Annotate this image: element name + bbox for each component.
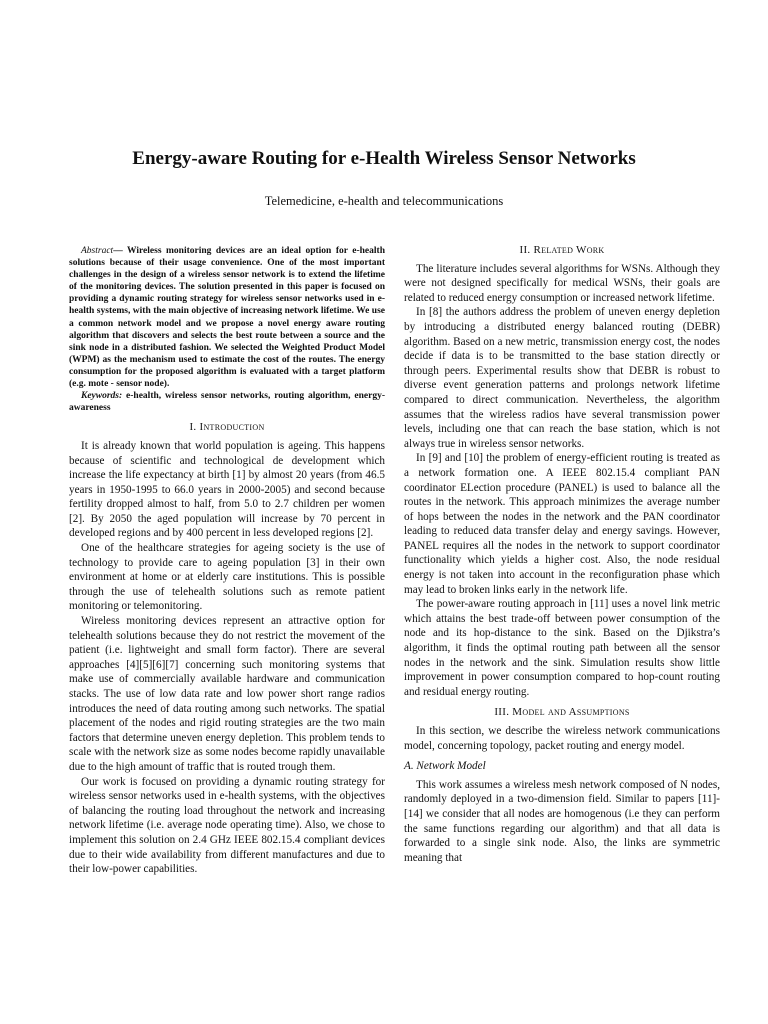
related-paragraph-3: In [9] and [10] the problem of energy-efficient routing is treated as a network formation one. A IEEE 802.15.4 compliant PAN coordinator ELection procedure (PANEL) is used to balance all the routes in the network. This approach minimizes the average number of hops between the nodes in the network and the PAN coordinator leading to reduced data transfer delay and energy savings. However, PANEL requires all the nodes in the network to support coordinator functionality which yields a higher cost. Also, the node residual energy is not taken into account in the reconfiguration phase which may lead to broken links early in the network life. — [404, 452, 720, 596]
intro-paragraph-1: It is already known that world population is ageing. This happens because of scientific and technological de development which increase the life expectancy at birth [1] by almost 20 years (from 46.5 years in 1950-1995 to 66.0 years in 2000-2005) and second because fertility dropped almost to half, from 5.0 to 2.7 children per women [2]. By 2050 the aged population will increase by 70 percent in developed regions and by 400 percent in less developed regions [2]. — [69, 439, 385, 540]
subsection-heading-network-model: A. Network Model — [404, 760, 486, 773]
related-paragraph-4: The power-aware routing approach in [11] uses a novel link metric which attains the best trade-off between power consumption of the node and its hop-distance to the sink. Based on the Djikstra’s algorithm, it finds the optimal routing path between all the sensor nodes in the network and the sink. Simulation results show little improvement in power consumption compared to hop-count routing and residual energy routing. — [404, 598, 720, 698]
abstract-text: Wireless monitoring devices are an ideal option for e-health solutions because of their usage convenience. One of the most important challenges in the design of a wireless sensor network is to extend the lifetime of the monitoring devices. The solution presented in this paper is focused on providing a dynamic routing strategy for wireless sensor networks used in e-health systems, with the main objective of increasing network lifetime. We use a common network model and we propose a novel energy aware routing algorithm that discovers and selects the best route between a source and the sink node in a distributed fashion. We selected the Weighted Product Model (WPM) as the mechanism used to estimate the cost of the routes. The energy consumption for the proposed algorithm is evaluated with a target platform (e.g. mote - sensor node). — [69, 246, 385, 390]
section-heading-related-work: II. Related Work — [519, 244, 605, 256]
abstract-paragraph — [69, 245, 385, 390]
keywords-text: e-health, wireless sensor networks, routing algorithm, energy-awareness — [69, 391, 385, 414]
intro-paragraph-2: One of the healthcare strategies for ageing society is the use of technology to provide care to ageing population [3] in their own environment at home or at elderly care institutions. This is possible through the use of telehealth solutions such as remote patient monitoring or telemonitoring. — [69, 542, 385, 613]
keywords-label: Keywords: — [81, 391, 123, 402]
right-column — [404, 243, 720, 865]
paper-title: Energy-aware Routing for e-Health Wireless Sensor Networks — [132, 148, 636, 169]
model-paragraph-2: This work assumes a wireless mesh network composed of N nodes, randomly deployed in a two-dimension field. Similar to papers [11]-[14] we consider that all nodes are homogenous (i.e they can perform the same functions regarding our algorithm) and that all data is forwarded to a single sink node. Also, the links are symmetric meaning that — [404, 778, 720, 864]
left-column — [69, 245, 385, 877]
abstract-label: Abstract — [81, 246, 114, 256]
abstract-dash: — — [113, 246, 128, 256]
section-heading-introduction: I. Introduction — [189, 421, 265, 434]
abstract-block — [69, 245, 385, 414]
author-line: Telemedicine, e-health and telecommunications — [264, 194, 504, 208]
related-paragraph-1: The literature includes several algorithms for WSNs. Although they were not designed specifically for medical WSNs, their goals are related to reduced energy consumption or increased network lifetime. — [404, 262, 720, 304]
intro-paragraph-4: Our work is focused on providing a dynamic routing strategy for wireless sensor networks used in e-health systems, with the objectives of balancing the routing load throughout the network and increasing network lifetime (i.e. average node operating time). Also, we chose to implement this solution on 2.4 GHz IEEE 802.15.4 compliant devices due to their wide availability from different manufactures and due to their low-power capabilities. — [69, 775, 385, 876]
keywords-paragraph — [69, 390, 385, 414]
related-paragraph-2: In [8] the authors address the problem of uneven energy depletion by introducing a distributed energy balanced routing (DEBR) algorithm. Based on a new metric, transmission energy cost, the nodes decide if data is to be transmitted to the base station directly or through peers. Experimental results show that DEBR is robust to diverse event generation patterns and prolongs network lifetime compared to direct communication. Nevertheless, the algorithm assumes that the wireless radios have several transmission power levels, including one that can reach the base station, which is not always true in wireless sensor networks. — [404, 306, 720, 450]
section-heading-model: III. Model and Assumptions — [494, 706, 630, 719]
model-paragraph-1: In this section, we describe the wireless network communications model, concerning topology, packet routing and energy model. — [404, 725, 720, 752]
intro-paragraph-3: Wireless monitoring devices represent an attractive option for telehealth solutions because they do not restrict the movement of the patient (i.e. lightweight and small form factor). There are several approaches [4][5][6][7] concerning such monitoring systems that make use of commercially available hardware and communication stacks. The use of low data rate and low power short range radios introduces the need of data routing among such networks. The spatial placement of the nodes and rigid routing strategies are the two main factors that determine uneven energy depletion. This problem tends to scale with the network size as some nodes become rapidly unavailable due to the high amount of traffic that is routed trough them. — [69, 615, 385, 773]
